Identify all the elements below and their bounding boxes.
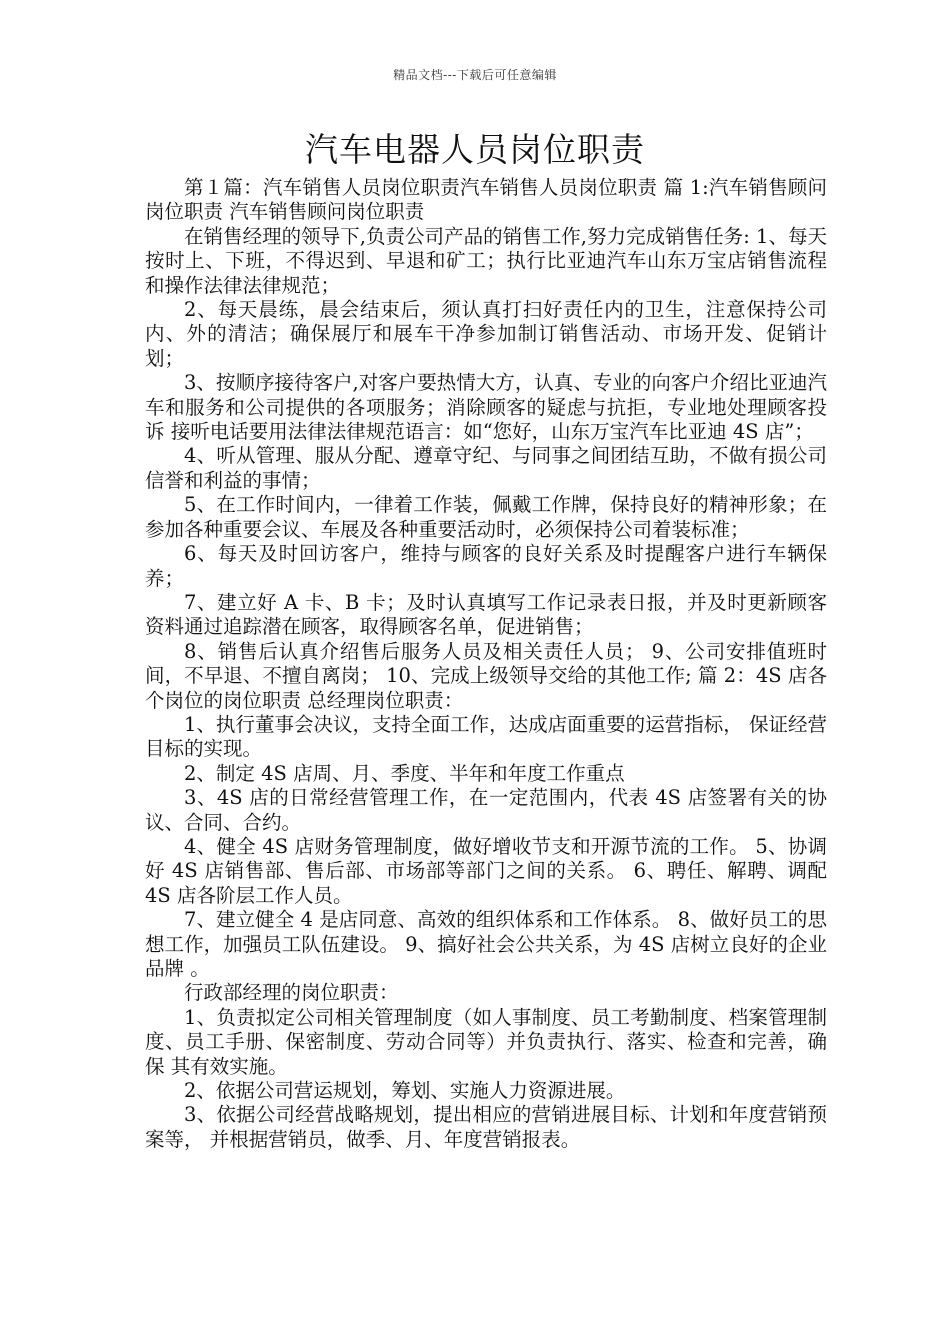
paragraph-16: 1、负责拟定公司相关管理制度（如人事制度、员工考勤制度、档案管理制度、员工手册、保密制度、劳动合同等）并负责执行、落实、检查和完善，确保 其有效实施。	[145, 1005, 827, 1078]
paragraph-9: 8、销售后认真介绍售后服务人员及相关责任人员； 9、公司安排值班时间，不早退、不擅自离岗； 10、完成上级领导交给的其他工作; 篇 2：4S 店各个岗位的岗位职责 总经理岗位职责：	[145, 639, 827, 712]
header-note: 精品文档---下载后可任意编辑	[393, 68, 557, 82]
paragraph-14: 7、建立健全 4 是店同意、高效的组织体系和工作体系。 8、做好员工的思想工作，加强员工队伍建设。 9、搞好社会公共关系，为 4S 店树立良好的企业 品牌 。	[145, 908, 827, 980]
paragraph-2: 在销售经理的领导下,负责公司产品的销售工作,努力完成销售任务: 1、每天按时上、下班，不得迟到、早退和矿工；执行比亚迪汽车山东万宝店销售流程和操作法律法律规范；	[145, 224, 827, 297]
paragraph-13: 4、健全 4S 店财务管理制度，做好增收节支和开源节流的工作。 5、协调好 4S 店销售部、售后部、市场部等部门之间的关系。 6、聘任、解聘、调配 4S 店各阶层工作人员。	[145, 834, 827, 907]
paragraph-18: 3、依据公司经营战略规划，提出相应的营销进展目标、计划和年度营销预案等， 并根据营销员，做季、月、年度营销报表。	[145, 1103, 827, 1151]
paragraph-11: 2、制定 4S 店周、月、季度、半年和年度工作重点	[184, 761, 625, 785]
paragraph-3: 2、每天晨练，晨会结束后，须认真打扫好责任内的卫生，注意保持公司内、外的清洁；确保展厅和展车干净参加制订销售活动、市场开发、促销计划；	[145, 298, 827, 370]
paragraph-10: 1、执行董事会决议，支持全面工作，达成店面重要的运营指标， 保证经营目标的实现。	[145, 712, 827, 761]
paragraph-5: 4、听从管理、服从分配、遵章守纪、与同事之间团结互助，不做有损公司信誉和利益的事情；	[145, 444, 827, 492]
document-title: 汽车电器人员岗位职责	[305, 130, 645, 169]
paragraph-8: 7、建立好 A 卡、B 卡；及时认真填写工作记录表日报，并及时更新顾客资料通过追踪潜在顾客，取得顾客名单，促进销售；	[145, 590, 827, 639]
paragraph-12: 3、4S 店的日常经营管理工作，在一定范围内，代表 4S 店签署有关的协议、合同、合约。	[145, 786, 827, 834]
paragraph-1: 第１篇：汽车销售人员岗位职责汽车销售人员岗位职责 篇 1:汽车销售顾问岗位职责 汽车销售顾问岗位职责	[145, 176, 827, 224]
paragraph-4: 3、按顺序接待客户,对客户要热情大方，认真、专业的向客户介绍比亚迪汽车和服务和公司提供的各项服务；消除顾客的疑虑与抗拒，专业地处理顾客投诉 接听电话要用法律法律规范语言：如“您好，山东万宝汽车比亚迪 4S 店”；	[145, 371, 827, 444]
paragraph-17: 2、依据公司营运规划，筹划、实施人力资源进展。	[184, 1079, 626, 1103]
paragraph-7: 6、每天及时回访客户，维持与顾客的良好关系及时提醒客户进行车辆保养；	[145, 542, 827, 590]
document-body	[145, 176, 827, 1152]
paragraph-15: 行政部经理的岗位职责：	[184, 981, 399, 1005]
paragraph-6: 5、在工作时间内，一律着工作装，佩戴工作牌，保持良好的精神形象；在参加各种重要会议、车展及各种重要活动时，必须保持公司着装标准；	[145, 493, 827, 541]
